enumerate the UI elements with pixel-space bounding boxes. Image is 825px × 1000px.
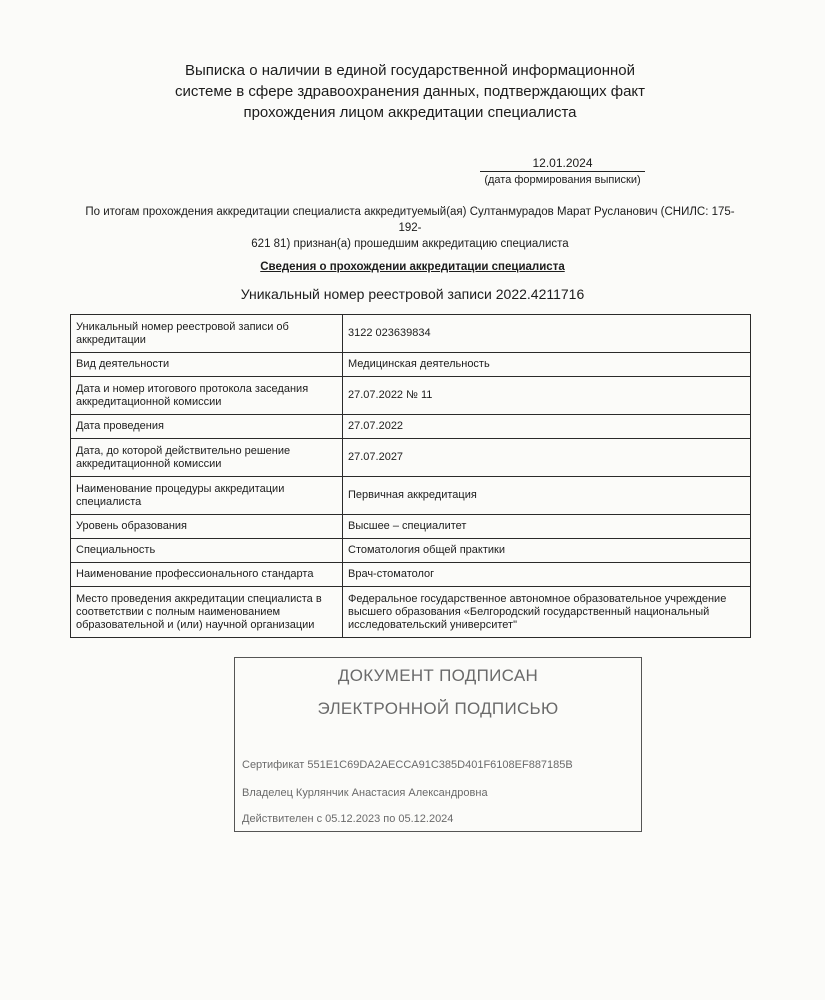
row-label: Вид деятельности bbox=[71, 353, 343, 377]
table-row bbox=[71, 587, 751, 638]
row-label: Уникальный номер реестровой записи об аккредитации bbox=[71, 315, 343, 353]
row-label: Наименование процедуры аккредитации специалиста bbox=[71, 477, 343, 515]
registry-number: Уникальный номер реестровой записи 2022.4211716 bbox=[240, 286, 585, 302]
accreditation-table bbox=[70, 314, 751, 638]
row-label: Дата проведения bbox=[71, 415, 343, 439]
stamp-validity: Действителен с 05.12.2023 по 05.12.2024 bbox=[242, 813, 454, 825]
row-value: Федеральное государственное автономное образовательное учреждение высшего образования «Белгородский государственный национальный исследовательский университет" bbox=[343, 587, 751, 638]
title-line-3: прохождения лицом аккредитации специалиста bbox=[243, 104, 577, 121]
row-label: Место проведения аккредитации специалиста в соответствии с полным наименованием образовательной и (или) научной организации bbox=[71, 587, 343, 638]
table-row bbox=[71, 353, 751, 377]
intro-line-1: По итогам прохождения аккредитации специалиста аккредитуемый(ая) Султанмурадов Марат Русланович (СНИЛС: 175-192- bbox=[85, 206, 735, 234]
electronic-signature-stamp bbox=[234, 657, 642, 832]
table-row bbox=[71, 439, 751, 477]
row-label: Уровень образования bbox=[71, 515, 343, 539]
table-row bbox=[71, 477, 751, 515]
row-label: Дата, до которой действительно решение аккредитационной комиссии bbox=[71, 439, 343, 477]
extract-date-block bbox=[480, 156, 645, 187]
extract-date: 12.01.2024 bbox=[480, 156, 645, 172]
section-heading: Сведения о прохождении аккредитации специалиста bbox=[260, 261, 565, 273]
row-value: 27.07.2027 bbox=[343, 439, 751, 477]
row-value: Врач-стоматолог bbox=[343, 563, 751, 587]
extract-date-caption: (дата формирования выписки) bbox=[484, 174, 641, 186]
document-title bbox=[120, 60, 700, 123]
table-row bbox=[71, 515, 751, 539]
row-label: Наименование профессионального стандарта bbox=[71, 563, 343, 587]
row-value: Медицинская деятельность bbox=[343, 353, 751, 377]
stamp-heading-line-2: ЭЛЕКТРОННОЙ ПОДПИСЬЮ bbox=[317, 699, 559, 718]
table-row bbox=[71, 563, 751, 587]
table-row bbox=[71, 377, 751, 415]
row-value: 27.07.2022 bbox=[343, 415, 751, 439]
title-line-2: системе в сфере здравоохранения данных, подтверждающих факт bbox=[174, 83, 646, 100]
title-line-1: Выписка о наличии в единой государственной информационной bbox=[185, 62, 635, 79]
intro-paragraph bbox=[75, 204, 745, 252]
row-label: Дата и номер итогового протокола заседания аккредитационной комиссии bbox=[71, 377, 343, 415]
row-value: Высшее – специалитет bbox=[343, 515, 751, 539]
row-value: Стоматология общей практики bbox=[343, 539, 751, 563]
row-value: 3122 023639834 bbox=[343, 315, 751, 353]
row-value: Первичная аккредитация bbox=[343, 477, 751, 515]
stamp-owner: Владелец Курлянчик Анастасия Александровна bbox=[242, 787, 488, 799]
intro-line-2: 621 81) признан(а) прошедшим аккредитацию специалиста bbox=[251, 238, 569, 250]
table-row bbox=[71, 539, 751, 563]
row-label: Специальность bbox=[71, 539, 343, 563]
stamp-heading-line-1: ДОКУМЕНТ ПОДПИСАН bbox=[337, 666, 539, 685]
row-value: 27.07.2022 № 11 bbox=[343, 377, 751, 415]
stamp-certificate: Сертификат 551E1C69DA2AECCA91C385D401F6108EF887185B bbox=[242, 759, 573, 771]
table-row bbox=[71, 315, 751, 353]
table-row bbox=[71, 415, 751, 439]
